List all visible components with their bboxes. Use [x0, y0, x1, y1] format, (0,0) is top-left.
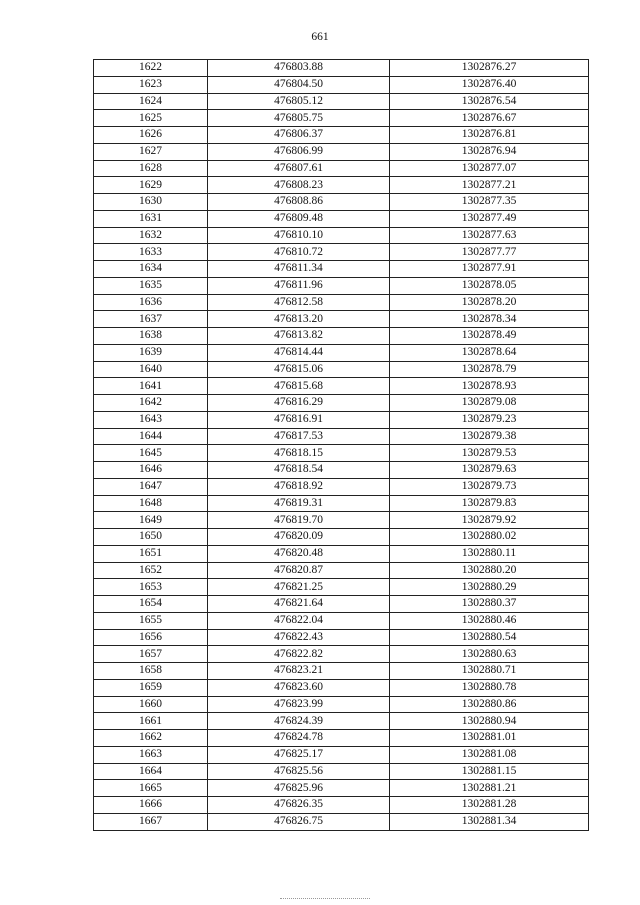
y-coordinate-cell: 1302880.11 [390, 545, 589, 562]
point-number-cell: 1663 [94, 746, 208, 763]
y-coordinate-cell: 1302878.93 [390, 378, 589, 395]
table-row [94, 177, 589, 194]
table-row [94, 512, 589, 529]
x-coordinate-cell: 476811.96 [208, 277, 390, 294]
point-number-cell: 1626 [94, 127, 208, 144]
point-number-cell: 1637 [94, 311, 208, 328]
table-row [94, 411, 589, 428]
table-row [94, 679, 589, 696]
x-coordinate-cell: 476811.34 [208, 261, 390, 278]
y-coordinate-cell: 1302876.40 [390, 76, 589, 93]
table-row [94, 746, 589, 763]
y-coordinate-cell: 1302881.01 [390, 730, 589, 747]
y-coordinate-cell: 1302879.38 [390, 428, 589, 445]
table-row [94, 646, 589, 663]
table-row [94, 395, 589, 412]
point-number-cell: 1658 [94, 663, 208, 680]
table-row [94, 713, 589, 730]
y-coordinate-cell: 1302880.78 [390, 679, 589, 696]
table-row [94, 562, 589, 579]
table-row [94, 663, 589, 680]
table-row [94, 210, 589, 227]
table-row [94, 529, 589, 546]
point-number-cell: 1649 [94, 512, 208, 529]
y-coordinate-cell: 1302880.94 [390, 713, 589, 730]
point-number-cell: 1660 [94, 696, 208, 713]
table-row [94, 361, 589, 378]
y-coordinate-cell: 1302880.63 [390, 646, 589, 663]
x-coordinate-cell: 476826.35 [208, 797, 390, 814]
table-row [94, 194, 589, 211]
x-coordinate-cell: 476825.96 [208, 780, 390, 797]
x-coordinate-cell: 476815.68 [208, 378, 390, 395]
x-coordinate-cell: 476803.88 [208, 60, 390, 77]
y-coordinate-cell: 1302880.71 [390, 663, 589, 680]
table-row [94, 730, 589, 747]
x-coordinate-cell: 476820.09 [208, 529, 390, 546]
table-row [94, 227, 589, 244]
x-coordinate-cell: 476817.53 [208, 428, 390, 445]
point-number-cell: 1642 [94, 395, 208, 412]
point-number-cell: 1630 [94, 194, 208, 211]
x-coordinate-cell: 476821.25 [208, 579, 390, 596]
coordinate-table-body [94, 60, 589, 831]
x-coordinate-cell: 476825.56 [208, 763, 390, 780]
x-coordinate-cell: 476806.37 [208, 127, 390, 144]
y-coordinate-cell: 1302878.79 [390, 361, 589, 378]
table-row [94, 596, 589, 613]
table-row [94, 428, 589, 445]
point-number-cell: 1654 [94, 596, 208, 613]
point-number-cell: 1632 [94, 227, 208, 244]
table-row [94, 545, 589, 562]
y-coordinate-cell: 1302876.81 [390, 127, 589, 144]
table-row [94, 93, 589, 110]
point-number-cell: 1657 [94, 646, 208, 663]
x-coordinate-cell: 476805.12 [208, 93, 390, 110]
x-coordinate-cell: 476824.39 [208, 713, 390, 730]
y-coordinate-cell: 1302876.27 [390, 60, 589, 77]
y-coordinate-cell: 1302876.67 [390, 110, 589, 127]
table-row [94, 445, 589, 462]
x-coordinate-cell: 476805.75 [208, 110, 390, 127]
point-number-cell: 1661 [94, 713, 208, 730]
point-number-cell: 1629 [94, 177, 208, 194]
table-row [94, 495, 589, 512]
y-coordinate-cell: 1302880.02 [390, 529, 589, 546]
x-coordinate-cell: 476804.50 [208, 76, 390, 93]
y-coordinate-cell: 1302877.07 [390, 160, 589, 177]
point-number-cell: 1638 [94, 328, 208, 345]
y-coordinate-cell: 1302878.64 [390, 344, 589, 361]
table-row [94, 294, 589, 311]
x-coordinate-cell: 476810.72 [208, 244, 390, 261]
table-row [94, 612, 589, 629]
y-coordinate-cell: 1302879.53 [390, 445, 589, 462]
point-number-cell: 1633 [94, 244, 208, 261]
point-number-cell: 1652 [94, 562, 208, 579]
x-coordinate-cell: 476822.43 [208, 629, 390, 646]
y-coordinate-cell: 1302877.77 [390, 244, 589, 261]
point-number-cell: 1643 [94, 411, 208, 428]
x-coordinate-cell: 476821.64 [208, 596, 390, 613]
y-coordinate-cell: 1302877.63 [390, 227, 589, 244]
table-row [94, 579, 589, 596]
y-coordinate-cell: 1302880.20 [390, 562, 589, 579]
table-row [94, 328, 589, 345]
y-coordinate-cell: 1302878.49 [390, 328, 589, 345]
y-coordinate-cell: 1302878.20 [390, 294, 589, 311]
y-coordinate-cell: 1302879.92 [390, 512, 589, 529]
x-coordinate-cell: 476820.87 [208, 562, 390, 579]
point-number-cell: 1659 [94, 679, 208, 696]
y-coordinate-cell: 1302879.63 [390, 462, 589, 479]
point-number-cell: 1631 [94, 210, 208, 227]
x-coordinate-cell: 476808.23 [208, 177, 390, 194]
x-coordinate-cell: 476813.82 [208, 328, 390, 345]
y-coordinate-cell: 1302879.73 [390, 478, 589, 495]
point-number-cell: 1636 [94, 294, 208, 311]
y-coordinate-cell: 1302879.83 [390, 495, 589, 512]
point-number-cell: 1622 [94, 60, 208, 77]
y-coordinate-cell: 1302878.05 [390, 277, 589, 294]
table-row [94, 261, 589, 278]
table-row [94, 378, 589, 395]
y-coordinate-cell: 1302876.94 [390, 143, 589, 160]
table-row [94, 462, 589, 479]
point-number-cell: 1656 [94, 629, 208, 646]
point-number-cell: 1634 [94, 261, 208, 278]
point-number-cell: 1647 [94, 478, 208, 495]
x-coordinate-cell: 476806.99 [208, 143, 390, 160]
y-coordinate-cell: 1302877.35 [390, 194, 589, 211]
x-coordinate-cell: 476823.60 [208, 679, 390, 696]
point-number-cell: 1627 [94, 143, 208, 160]
point-number-cell: 1641 [94, 378, 208, 395]
y-coordinate-cell: 1302879.08 [390, 395, 589, 412]
y-coordinate-cell: 1302880.86 [390, 696, 589, 713]
table-row [94, 797, 589, 814]
table-row [94, 344, 589, 361]
point-number-cell: 1666 [94, 797, 208, 814]
x-coordinate-cell: 476823.21 [208, 663, 390, 680]
x-coordinate-cell: 476813.20 [208, 311, 390, 328]
table-row [94, 60, 589, 77]
x-coordinate-cell: 476826.75 [208, 813, 390, 830]
point-number-cell: 1644 [94, 428, 208, 445]
point-number-cell: 1667 [94, 813, 208, 830]
y-coordinate-cell: 1302877.91 [390, 261, 589, 278]
table-row [94, 277, 589, 294]
x-coordinate-cell: 476809.48 [208, 210, 390, 227]
x-coordinate-cell: 476822.82 [208, 646, 390, 663]
x-coordinate-cell: 476823.99 [208, 696, 390, 713]
y-coordinate-cell: 1302879.23 [390, 411, 589, 428]
y-coordinate-cell: 1302877.21 [390, 177, 589, 194]
x-coordinate-cell: 476810.10 [208, 227, 390, 244]
point-number-cell: 1625 [94, 110, 208, 127]
y-coordinate-cell: 1302881.21 [390, 780, 589, 797]
point-number-cell: 1651 [94, 545, 208, 562]
page-number: 661 [311, 31, 329, 43]
y-coordinate-cell: 1302880.46 [390, 612, 589, 629]
point-number-cell: 1665 [94, 780, 208, 797]
point-number-cell: 1662 [94, 730, 208, 747]
x-coordinate-cell: 476818.54 [208, 462, 390, 479]
x-coordinate-cell: 476814.44 [208, 344, 390, 361]
point-number-cell: 1639 [94, 344, 208, 361]
x-coordinate-cell: 476808.86 [208, 194, 390, 211]
table-row [94, 478, 589, 495]
x-coordinate-cell: 476819.70 [208, 512, 390, 529]
x-coordinate-cell: 476819.31 [208, 495, 390, 512]
table-row [94, 696, 589, 713]
point-number-cell: 1664 [94, 763, 208, 780]
x-coordinate-cell: 476818.15 [208, 445, 390, 462]
x-coordinate-cell: 476815.06 [208, 361, 390, 378]
point-number-cell: 1640 [94, 361, 208, 378]
point-number-cell: 1648 [94, 495, 208, 512]
table-row [94, 629, 589, 646]
y-coordinate-cell: 1302878.34 [390, 311, 589, 328]
x-coordinate-cell: 476818.92 [208, 478, 390, 495]
x-coordinate-cell: 476820.48 [208, 545, 390, 562]
x-coordinate-cell: 476824.78 [208, 730, 390, 747]
coordinate-table [93, 59, 589, 831]
x-coordinate-cell: 476812.58 [208, 294, 390, 311]
point-number-cell: 1628 [94, 160, 208, 177]
point-number-cell: 1646 [94, 462, 208, 479]
point-number-cell: 1635 [94, 277, 208, 294]
y-coordinate-cell: 1302881.28 [390, 797, 589, 814]
y-coordinate-cell: 1302876.54 [390, 93, 589, 110]
table-row [94, 143, 589, 160]
table-row [94, 127, 589, 144]
y-coordinate-cell: 1302881.08 [390, 746, 589, 763]
x-coordinate-cell: 476822.04 [208, 612, 390, 629]
table-row [94, 763, 589, 780]
table-row [94, 110, 589, 127]
bottom-rule [280, 898, 370, 899]
y-coordinate-cell: 1302880.37 [390, 596, 589, 613]
y-coordinate-cell: 1302880.29 [390, 579, 589, 596]
x-coordinate-cell: 476816.29 [208, 395, 390, 412]
y-coordinate-cell: 1302877.49 [390, 210, 589, 227]
point-number-cell: 1624 [94, 93, 208, 110]
point-number-cell: 1650 [94, 529, 208, 546]
table-row [94, 780, 589, 797]
point-number-cell: 1645 [94, 445, 208, 462]
point-number-cell: 1655 [94, 612, 208, 629]
table-row [94, 76, 589, 93]
y-coordinate-cell: 1302881.34 [390, 813, 589, 830]
point-number-cell: 1653 [94, 579, 208, 596]
table-row [94, 311, 589, 328]
x-coordinate-cell: 476825.17 [208, 746, 390, 763]
y-coordinate-cell: 1302881.15 [390, 763, 589, 780]
table-row [94, 160, 589, 177]
point-number-cell: 1623 [94, 76, 208, 93]
table-row [94, 244, 589, 261]
x-coordinate-cell: 476816.91 [208, 411, 390, 428]
x-coordinate-cell: 476807.61 [208, 160, 390, 177]
table-row [94, 813, 589, 830]
y-coordinate-cell: 1302880.54 [390, 629, 589, 646]
